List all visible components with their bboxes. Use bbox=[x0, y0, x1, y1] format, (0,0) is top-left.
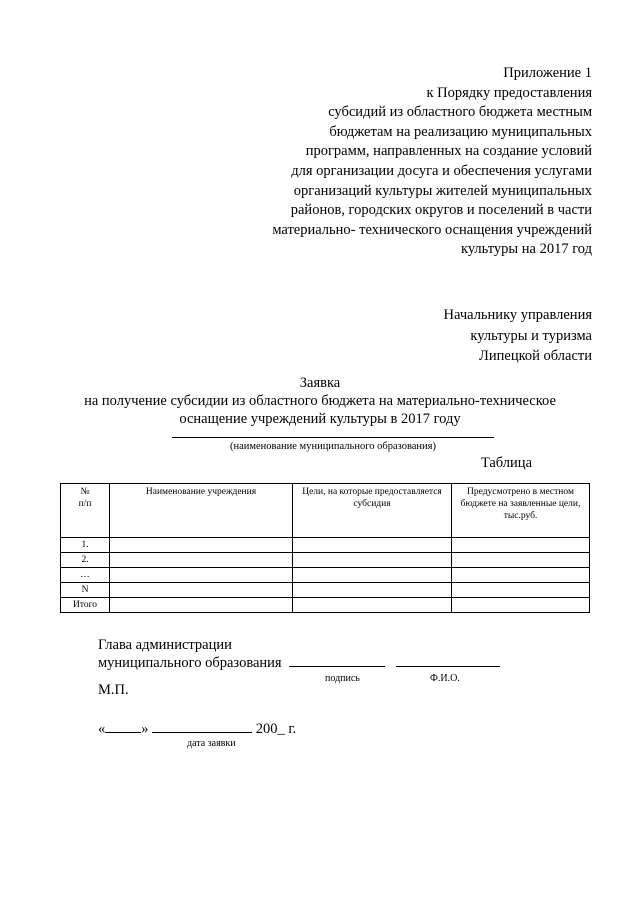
col-header-purpose: Цели, на которые предоставляется субсидия bbox=[293, 484, 452, 538]
table-header-row bbox=[61, 484, 590, 538]
cell-institution[interactable] bbox=[110, 568, 293, 583]
day-blank[interactable] bbox=[105, 720, 141, 733]
col-header-budget: Предусмотрено в местном бюджете на заявленные цели, тыс.руб. bbox=[452, 484, 590, 538]
municipality-caption: (наименование муниципального образования) bbox=[229, 441, 437, 452]
table-label: Таблица bbox=[480, 455, 532, 471]
seal-place-label: М.П. bbox=[98, 682, 129, 698]
signature-caption: подпись bbox=[325, 673, 360, 684]
appendix-line: Приложение 1 bbox=[503, 65, 592, 81]
appendix-line: для организации досуга и обеспечения услугами bbox=[291, 162, 592, 179]
request-subtitle-line: на получение субсидии из областного бюджета на материально-техническое bbox=[84, 393, 556, 409]
appendix-header bbox=[212, 64, 592, 260]
appendix-line: материально- технического оснащения учреждений bbox=[272, 221, 592, 238]
cell-budget[interactable] bbox=[452, 583, 590, 598]
cell-purpose[interactable] bbox=[293, 583, 452, 598]
row-number: … bbox=[61, 568, 110, 583]
cell-budget[interactable] bbox=[452, 553, 590, 568]
cell-institution[interactable] bbox=[110, 598, 293, 613]
cell-institution[interactable] bbox=[110, 538, 293, 553]
full-name-blank[interactable] bbox=[396, 654, 500, 667]
request-table bbox=[60, 483, 590, 613]
table-row bbox=[61, 538, 590, 553]
table-total-row bbox=[61, 598, 590, 613]
table-row bbox=[61, 568, 590, 583]
municipality-name-blank[interactable] bbox=[172, 437, 494, 438]
year-label: 200_ г. bbox=[255, 721, 297, 737]
table-row bbox=[61, 583, 590, 598]
request-heading bbox=[0, 374, 640, 428]
appendix-line: программ, направленных на создание условий bbox=[305, 143, 592, 160]
addressee-line: Липецкой области bbox=[479, 348, 592, 364]
row-number: 2. bbox=[61, 553, 110, 568]
month-blank[interactable] bbox=[152, 720, 252, 733]
signatory-subtitle: муниципального образования bbox=[98, 655, 282, 671]
date-quote-open: « bbox=[98, 721, 106, 737]
cell-budget[interactable] bbox=[452, 538, 590, 553]
table-row bbox=[61, 553, 590, 568]
full-name-caption: Ф.И.О. bbox=[430, 673, 460, 684]
row-total-label: Итого bbox=[61, 598, 110, 613]
appendix-line: к Порядку предоставления bbox=[426, 84, 592, 101]
row-number: N bbox=[61, 583, 110, 598]
date-quote-close: » bbox=[141, 721, 149, 737]
appendix-line: районов, городских округов и поселений в части bbox=[290, 202, 592, 219]
appendix-line: бюджетам на реализацию муниципальных bbox=[329, 123, 592, 140]
addressee-line: Начальнику управления bbox=[443, 307, 592, 323]
appendix-line: субсидий из областного бюджета местным bbox=[328, 104, 592, 121]
col-header-institution: Наименование учреждения bbox=[110, 484, 293, 538]
cell-budget[interactable] bbox=[452, 568, 590, 583]
row-number: 1. bbox=[61, 538, 110, 553]
addressee-block bbox=[332, 305, 592, 367]
addressee-line: культуры и туризма bbox=[470, 327, 592, 344]
cell-institution[interactable] bbox=[110, 553, 293, 568]
appendix-line: организаций культуры жителей муниципальных bbox=[293, 182, 592, 199]
request-title: Заявка bbox=[299, 375, 341, 391]
cell-purpose[interactable] bbox=[293, 598, 452, 613]
cell-purpose[interactable] bbox=[293, 538, 452, 553]
signature-blank[interactable] bbox=[289, 654, 385, 667]
signatory-subtitle-line bbox=[98, 654, 500, 672]
signature-block bbox=[98, 636, 500, 672]
col-header-number: № п/п bbox=[61, 484, 110, 538]
date-line bbox=[98, 720, 296, 738]
signatory-title: Глава администрации bbox=[98, 637, 232, 653]
cell-budget[interactable] bbox=[452, 598, 590, 613]
request-subtitle-line: оснащение учреждений культуры в 2017 году bbox=[179, 411, 461, 427]
cell-institution[interactable] bbox=[110, 583, 293, 598]
cell-purpose[interactable] bbox=[293, 568, 452, 583]
date-caption: дата заявки bbox=[187, 738, 236, 749]
appendix-line: культуры на 2017 год bbox=[460, 241, 592, 258]
cell-purpose[interactable] bbox=[293, 553, 452, 568]
